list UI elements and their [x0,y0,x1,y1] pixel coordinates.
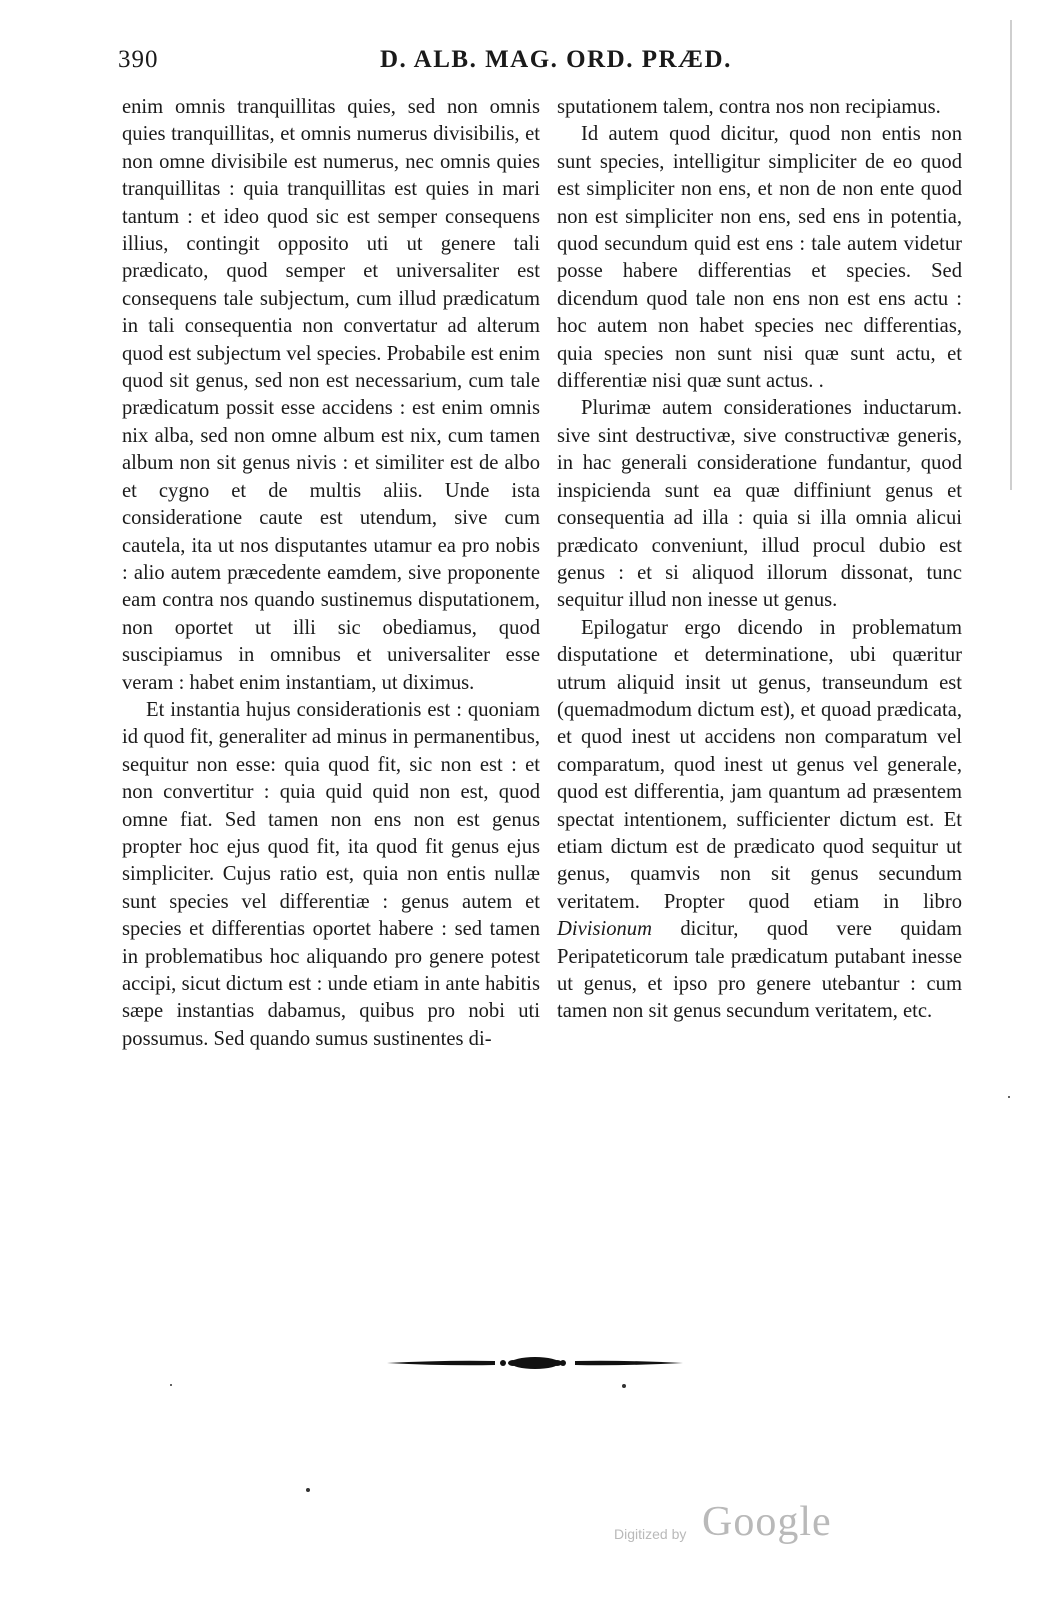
scan-edge-line [1010,20,1012,490]
paragraph: sputationem talem, contra nos non recipiamus. [557,96,941,118]
speck [170,1384,172,1386]
end-ornament [385,1352,685,1374]
page-header [118,46,958,86]
watermark-small-text: Digitized by [614,1526,687,1542]
paragraph-text: dicitur, quod vere quidam Peripateticorum tale prædicatum putabant inesse ut genus, et ipso pro genere utebantur : cum tamen non sit genus secundum veritatem, etc. [557,918,962,1023]
speck [1008,1096,1010,1098]
digitized-watermark [614,1498,874,1558]
paragraph: Id autem quod dicitur, quod non entis non sunt species, intelligitur simpliciter de eo quod est simpliciter non ens, et non de non ente quod non est simpliciter non ens, sed ens in potentia, quod secundum quid est ens : tale autem videtur posse habere differentias et species. Sed dicendum quod tale non ens non est ens actu : hoc autem non habet species nec differentias, quia species non sunt nisi quæ sunt actu, et differentiæ nisi quæ sunt actus. . [557,123,962,393]
speck [306,1488,310,1492]
page-number: 390 [118,46,159,73]
paragraph: Et instantia hujus considerationis est : quoniam id quod fit, generaliter ad minus in permanentibus, sequitur non esse: quia quod fit, sic non est : et non convertitur : quia quid quid non est, quod omne fiat. Sed tamen non ens non est genus propter hoc ejus quod fit, ita quod fit genus ejus simpliciter. Cujus ratio est, quia non entis nullæ sunt species vel differentiæ : genus autem et species et differentias oportet habere : sed tamen in problematibus hoc aliquando pro genere potest accipi, sicut dictum est : unde etiam in ante habitis sæpe instantias dabamus, quibus pro nobi uti possumus. Sed quando sumus sustinentes di- [122,698,540,1050]
left-column [122,94,540,1053]
paragraph-text: Epilogatur ergo dicendo in problematum disputatione et determinatione, ubi quæritur utrum aliquid insit ut genus, transeundum est (quemadmodum dictum est), et quoad prædicata, et quod inest ut accidens non comparatum vel comparatum, quod inest ut genus vel generale, quod est differentia, jam quantum ad præsentem spectat intentionem, sufficienter dictum est. Et etiam dictum est de prædicato quod sequitur ut genus, quamvis non sit genus secundum veritatem. Propter quod etiam in libro [557,616,962,913]
watermark-logo-text: Google [702,1499,832,1545]
right-column [557,94,962,1026]
book-title: Divisionum [557,918,652,941]
paragraph: enim omnis tranquillitas quies, sed non omnis quies tranquillitas, et omnis numerus divisibilis, et non omne divisibile est numerus, nec omnis quies tranquillitas : quia tranquillitas est quies in mari tantum : et ideo quod sic est semper consequens illius, contingit opposito uti ut genere tali prædicato, quod semper et universaliter est consequens tale subjectum, cum illud prædicatum in tali consequentia non convertatur ad alterum quod est subjectum vel species. Probabile est enim quod sit genus, sed non est necessarium, cum tale prædicatum possit esse accidens : est enim omnis nix alba, sed non omne album est nix, cum tamen album non sit genus nivis : et similiter est de albo et cygno et de multis aliis. Unde ista consideratione caute est utendum, sive cum cautela, ita ut nos disputantes utamur ea pro nobis : alio autem præcedente eamdem, sive proponente eam contra nos quando sustinemus disputationem, non oportet ut illi sic obediamus, quod suscipiamus in omnibus et universaliter esse veram : habet enim instantiam, ut diximus. [122,96,540,694]
running-head: D. ALB. MAG. ORD. PRÆD. [380,46,732,73]
paragraph: Plurimæ autem considerationes inductarum. sive sint destructivæ, sive constructivæ generis, in hac generali consideratione fundantur, quod inspicienda sunt ea quæ diffiniunt genus et consequentia ad illa : quia si illa omnia alicui prædicato conveniunt, illud procul dubio est genus : et si aliquod illorum dissonat, tunc sequitur illud non inesse ut genus. [557,397,962,612]
speck [622,1384,626,1388]
paragraph [557,615,962,1026]
